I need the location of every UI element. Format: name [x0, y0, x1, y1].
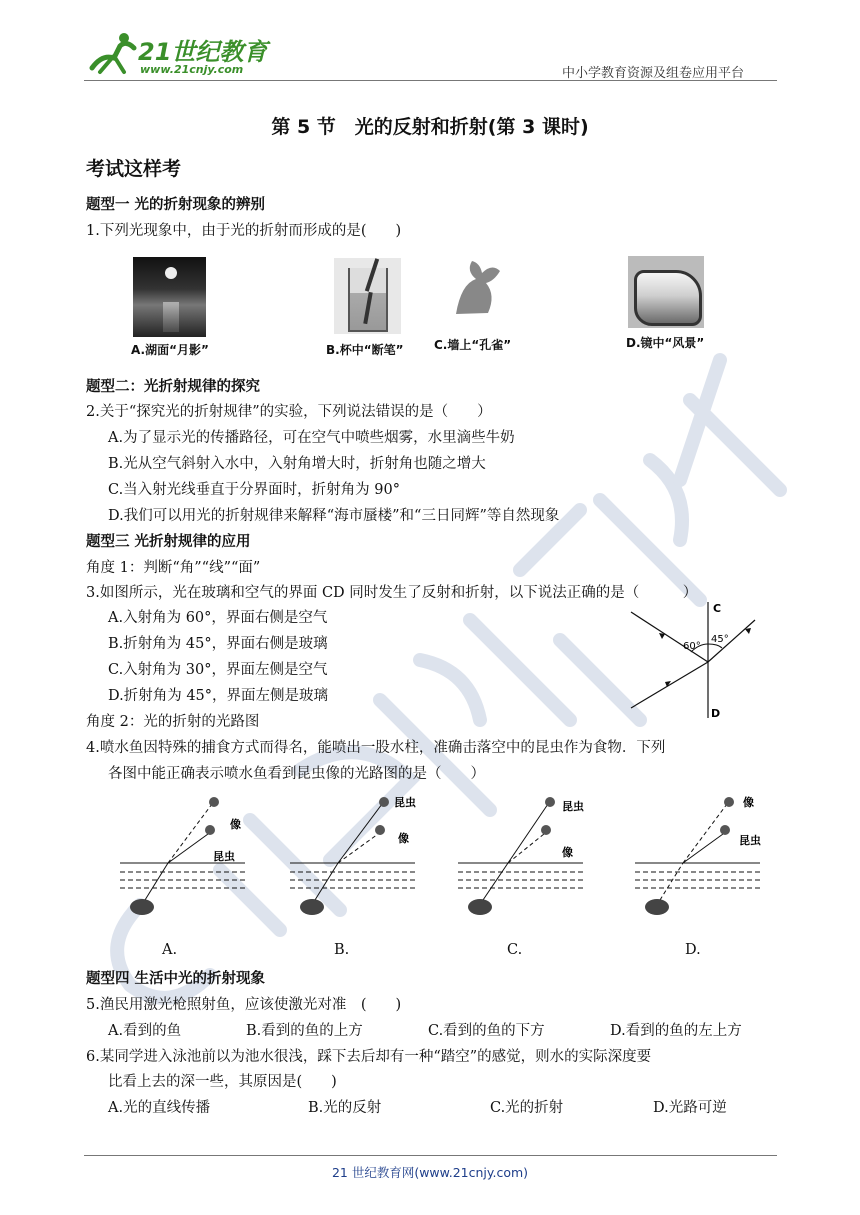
q4-figures [110, 790, 790, 930]
q3-option-c: C.入射角为 30°，界面左侧是空气 [108, 662, 328, 678]
q4-b-image-label: 像 [398, 832, 409, 845]
angle-1-label: 角度 1：判断“角”“线”“面” [86, 560, 261, 576]
q4-stem-1: 4.喷水鱼因特殊的捕食方式而得名，能喷出一股水柱，准确击落空中的昆虫作为食物．下列 [86, 740, 666, 756]
section-2-title: 题型二：光折射规律的探究 [86, 379, 260, 395]
q4-c-insect-label: 昆虫 [562, 800, 584, 813]
q5-option-b: B.看到的鱼的上方 [246, 1023, 363, 1039]
q1-image-d [628, 256, 704, 328]
q5-option-d: D.看到的鱼的左上方 [610, 1023, 742, 1039]
q5-option-c: C.看到的鱼的下方 [428, 1023, 545, 1039]
site-logo[interactable] [84, 30, 284, 78]
q3-label-c: C [713, 602, 722, 615]
q1-image-c [446, 254, 506, 324]
q3-label-60: 60° [683, 641, 701, 652]
section-1-title: 题型一 光的折射现象的辨别 [86, 197, 266, 213]
section-3-title: 题型三 光折射规律的应用 [86, 534, 251, 550]
q2-option-d: D.我们可以用光的折射规律来解释“海市蜃楼”和“三日同辉”等自然现象 [108, 508, 560, 524]
q4-figure-d [635, 795, 761, 915]
section-heading: 考试这样考 [86, 158, 182, 180]
q4-a-image-label: 像 [230, 818, 241, 831]
logo-url: www.21cnjy.com [140, 63, 244, 76]
q6-stem-1: 6.某同学进入泳池前以为池水很浅，踩下去后却有一种“踏空”的感觉，则水的实际深度要 [86, 1049, 652, 1065]
q2-option-a: A.为了显示光的传播路径，可在空气中喷些烟雾，水里滴些牛奶 [108, 430, 515, 446]
page-title: 第 5 节 光的反射和折射(第 3 课时) [271, 116, 589, 138]
q4-label-a: A. [162, 942, 178, 958]
q4-d-insect-label: 昆虫 [739, 834, 761, 847]
header-divider [84, 80, 777, 81]
q1-caption-d: D.镜中“风景” [626, 336, 705, 350]
q3-refraction-figure [625, 600, 775, 722]
q4-a-insect-label: 昆虫 [213, 850, 235, 863]
q4-c-image-label: 像 [562, 846, 573, 859]
footer-link[interactable]: 21 世纪教育网(www.21cnjy.com) [331, 1165, 529, 1180]
logo-text: 21世纪教育 [138, 38, 268, 66]
q1-caption-c: C.墙上“孔雀” [434, 338, 512, 352]
q1-image-b [334, 258, 401, 334]
q4-b-insect-label: 昆虫 [394, 796, 416, 809]
q3-label-d: D [711, 707, 721, 720]
platform-name: 中小学教育资源及组卷应用平台 [562, 66, 745, 81]
q5-stem: 5.渔民用激光枪照射鱼，应该使激光对准 ( ) [86, 997, 402, 1013]
q4-figure-a [120, 797, 245, 915]
q4-stem-2: 各图中能正确表示喷水鱼看到昆虫像的光路图的是（ ） [108, 766, 485, 782]
q6-option-c: C.光的折射 [490, 1100, 564, 1116]
q4-label-d: D. [685, 942, 701, 958]
q4-label-b: B. [334, 942, 350, 958]
footer-divider [84, 1155, 777, 1156]
section-4-title: 题型四 生活中光的折射现象 [86, 971, 266, 987]
q6-option-a: A.光的直线传播 [108, 1100, 211, 1116]
q3-option-d: D.折射角为 45°，界面左侧是玻璃 [108, 688, 329, 704]
q3-label-45: 45° [711, 634, 729, 645]
q6-option-d: D.光路可逆 [653, 1100, 727, 1116]
q4-figure-c [458, 797, 584, 915]
q5-option-a: A.看到的鱼 [108, 1023, 182, 1039]
q1-stem: 1.下列光现象中，由于光的折射而形成的是( ) [86, 223, 402, 239]
q3-option-a: A.入射角为 60°，界面右侧是空气 [108, 610, 328, 626]
q6-stem-2: 比看上去的深一些，其原因是( ) [108, 1074, 337, 1090]
q4-figure-b [290, 795, 416, 915]
q1-caption-b: B.杯中“断笔” [326, 343, 404, 357]
q1-caption-a: A.湖面“月影” [131, 343, 209, 357]
q3-option-b: B.折射角为 45°，界面右侧是玻璃 [108, 636, 328, 652]
q4-d-image-label: 像 [743, 796, 754, 809]
q6-option-b: B.光的反射 [308, 1100, 382, 1116]
q3-stem: 3.如图所示，光在玻璃和空气的界面 CD 同时发生了反射和折射，以下说法正确的是（ ） [86, 585, 698, 601]
q1-image-a [133, 257, 206, 337]
q2-option-b: B.光从空气斜射入水中，入射角增大时，折射角也随之增大 [108, 456, 486, 472]
q2-stem: 2.关于“探究光的折射规律”的实验，下列说法错误的是（ ） [86, 404, 492, 420]
q2-option-c: C.当入射光线垂直于分界面时，折射角为 90° [108, 482, 400, 498]
q4-label-c: C. [507, 942, 523, 958]
angle-2-label: 角度 2：光的折射的光路图 [86, 714, 260, 730]
